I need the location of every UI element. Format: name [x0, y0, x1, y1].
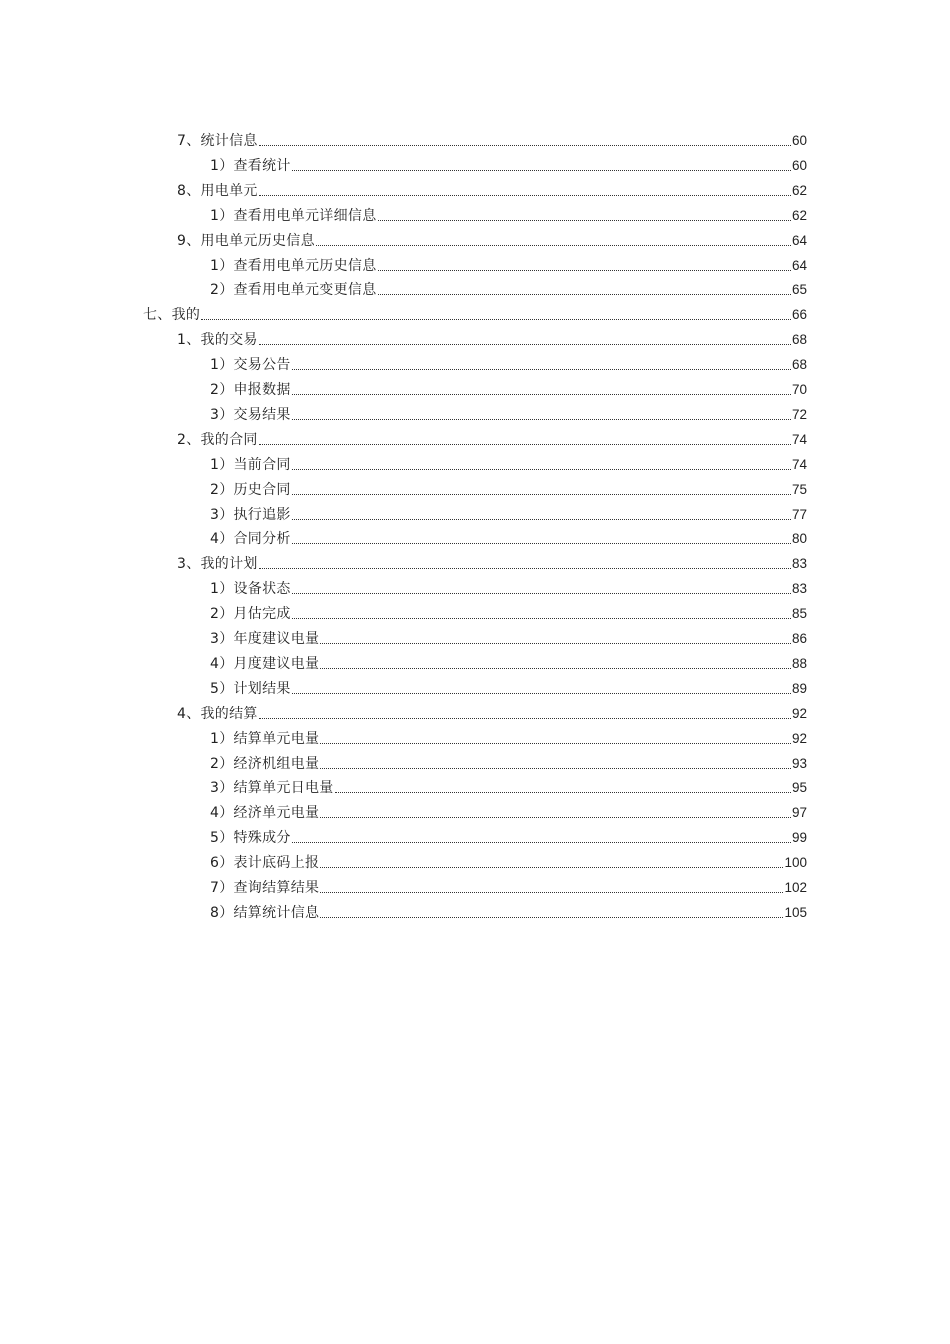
- toc-entry[interactable]: [210, 847, 807, 872]
- toc-entry[interactable]: [177, 424, 807, 449]
- toc-entry[interactable]: [210, 623, 807, 648]
- toc-dot-leader: [259, 145, 791, 146]
- toc-dot-leader: [259, 568, 791, 569]
- toc-entry-label: 7、统计信息: [177, 133, 258, 149]
- toc-entry[interactable]: [210, 598, 807, 623]
- toc-entry-label: 8、用电单元: [177, 182, 258, 199]
- toc-dot-leader: [292, 394, 791, 395]
- toc-entry-label: 1）设备状态: [210, 581, 291, 598]
- toc-entry[interactable]: [143, 299, 807, 324]
- toc-dot-leader: [259, 344, 791, 345]
- toc-entry-label: 5）计划结果: [210, 680, 291, 697]
- toc-entry[interactable]: [210, 648, 807, 673]
- toc-entry-label: 1）查看用电单元详细信息: [210, 207, 377, 224]
- toc-entry[interactable]: [210, 872, 807, 897]
- toc-dot-leader: [292, 693, 791, 694]
- toc-entry-label: 1）查看用电单元历史信息: [210, 257, 377, 274]
- toc-dot-leader: [320, 917, 783, 918]
- toc-entry-page-number: 86: [791, 631, 807, 646]
- toc-entry-page-number: 92: [791, 730, 807, 746]
- toc-entry-page-number: 105: [784, 904, 807, 920]
- toc-entry[interactable]: [210, 772, 807, 797]
- toc-entry[interactable]: [177, 125, 807, 150]
- toc-entry-page-number: 62: [791, 182, 807, 198]
- toc-entry[interactable]: [210, 897, 807, 922]
- toc-dot-leader: [320, 817, 791, 818]
- toc-entry-label: 2）经济机组电量: [210, 755, 320, 772]
- toc-dot-leader: [378, 294, 791, 295]
- toc-entry[interactable]: [210, 573, 807, 598]
- toc-entry-label: 2）历史合同: [210, 481, 291, 498]
- toc-entry-page-number: 64: [791, 257, 807, 273]
- toc-entry-page-number: 102: [784, 880, 807, 895]
- toc-entry-page-number: 68: [791, 332, 807, 348]
- toc-entry-label: 2）查看用电单元变更信息: [210, 282, 377, 299]
- toc-entry[interactable]: [177, 225, 807, 250]
- toc-entry-page-number: 62: [791, 207, 807, 223]
- toc-dot-leader: [292, 519, 791, 520]
- toc-entry[interactable]: [177, 175, 807, 200]
- toc-entry-page-number: 74: [791, 456, 807, 472]
- toc-dot-leader: [320, 743, 791, 744]
- toc-dot-leader: [378, 270, 791, 271]
- toc-entry-page-number: 88: [791, 655, 807, 671]
- toc-entry[interactable]: [210, 200, 807, 225]
- toc-entry-page-number: 64: [791, 232, 807, 248]
- toc-entry[interactable]: [210, 797, 807, 822]
- toc-entry-page-number: 65: [791, 282, 807, 298]
- toc-entry-label: 2）申报数据: [210, 382, 291, 398]
- toc-entry-label: 4、我的结算: [177, 705, 258, 722]
- toc-dot-leader: [292, 170, 791, 171]
- toc-dot-leader: [259, 718, 791, 719]
- toc-entry[interactable]: [210, 399, 807, 424]
- toc-dot-leader: [292, 369, 791, 370]
- toc-entry[interactable]: [210, 374, 807, 399]
- toc-entry-label: 1）当前合同: [210, 456, 291, 473]
- toc-dot-leader: [292, 543, 791, 544]
- toc-entry[interactable]: [210, 250, 807, 275]
- toc-entry-page-number: 92: [791, 705, 807, 721]
- toc-dot-leader: [292, 842, 791, 843]
- toc-entry-label: 七、我的: [143, 307, 201, 324]
- toc-entry-page-number: 60: [791, 157, 807, 173]
- toc-entry-label: 3）执行追影: [210, 506, 291, 523]
- toc-entry[interactable]: [210, 499, 807, 524]
- toc-dot-leader: [292, 469, 791, 470]
- toc-entry[interactable]: [210, 274, 807, 299]
- toc-dot-leader: [201, 319, 791, 320]
- toc-entry-page-number: 93: [791, 755, 807, 771]
- toc-dot-leader: [292, 494, 791, 495]
- toc-dot-leader: [259, 444, 791, 445]
- toc-entry-page-number: 83: [791, 581, 807, 597]
- toc-dot-leader: [292, 419, 791, 420]
- toc-dot-leader: [320, 643, 791, 644]
- toc-entry-label: 3）交易结果: [210, 406, 291, 423]
- toc-dot-leader: [292, 618, 791, 619]
- toc-entry-label: 3、我的计划: [177, 556, 258, 573]
- toc-entry-label: 3）年度建议电量: [210, 631, 320, 647]
- toc-dot-leader: [320, 768, 791, 769]
- toc-entry-label: 2）月估完成: [210, 606, 291, 623]
- toc-entry-label: 1）查看统计: [210, 157, 291, 174]
- toc-entry-page-number: 83: [791, 556, 807, 572]
- toc-entry-label: 1）交易公告: [210, 357, 291, 374]
- toc-entry[interactable]: [210, 673, 807, 698]
- toc-entry-page-number: 85: [791, 606, 807, 622]
- toc-entry[interactable]: [210, 449, 807, 474]
- toc-entry-label: 8）结算统计信息: [210, 904, 320, 921]
- toc-entry-page-number: 97: [791, 805, 807, 821]
- toc-entry-label: 5）特殊成分: [210, 830, 291, 847]
- toc-entry-page-number: 95: [791, 780, 807, 796]
- toc-entry-label: 4）月度建议电量: [210, 655, 320, 672]
- toc-entry-page-number: 77: [791, 506, 807, 522]
- toc-entry-page-number: 60: [791, 133, 807, 148]
- toc-dot-leader: [292, 593, 791, 594]
- toc-entry[interactable]: [210, 150, 807, 175]
- toc-entry-page-number: 75: [791, 481, 807, 497]
- toc-entry[interactable]: [177, 698, 807, 723]
- toc-dot-leader: [316, 245, 791, 246]
- toc-entry-label: 6）表计底码上报: [210, 855, 320, 872]
- toc-dot-leader: [320, 668, 791, 669]
- toc-entry[interactable]: [210, 474, 807, 499]
- toc-entry-page-number: 74: [791, 431, 807, 447]
- toc-dot-leader: [259, 195, 791, 196]
- toc-entry-page-number: 100: [784, 855, 807, 871]
- toc-dot-leader: [320, 892, 783, 893]
- toc-entry[interactable]: [210, 349, 807, 374]
- toc-entry-label: 3）结算单元日电量: [210, 780, 334, 797]
- toc-entry-page-number: 68: [791, 357, 807, 373]
- toc-entry-label: 7）查询结算结果: [210, 880, 320, 896]
- toc-entry[interactable]: [177, 324, 807, 349]
- toc-entry-label: 2、我的合同: [177, 431, 258, 448]
- toc-entry-page-number: 99: [791, 830, 807, 846]
- toc-entry-label: 4）合同分析: [210, 531, 291, 548]
- toc-entry-page-number: 72: [791, 406, 807, 422]
- toc-dot-leader: [378, 220, 791, 221]
- toc-entry-page-number: 80: [791, 531, 807, 547]
- toc-entry-page-number: 66: [791, 307, 807, 323]
- toc-dot-leader: [335, 792, 791, 793]
- toc-dot-leader: [320, 867, 783, 868]
- toc-entry[interactable]: [210, 723, 807, 748]
- toc-entry[interactable]: [177, 548, 807, 573]
- toc-entry-label: 1、我的交易: [177, 332, 258, 349]
- toc-entry-page-number: 70: [791, 382, 807, 397]
- toc-entry-label: 1）结算单元电量: [210, 730, 320, 747]
- toc-entry[interactable]: [210, 748, 807, 773]
- toc-entry-page-number: 89: [791, 680, 807, 696]
- toc-entry-label: 4）经济单元电量: [210, 805, 320, 822]
- toc-entry[interactable]: [210, 822, 807, 847]
- toc-entry-label: 9、用电单元历史信息: [177, 232, 315, 249]
- toc-entry[interactable]: [210, 523, 807, 548]
